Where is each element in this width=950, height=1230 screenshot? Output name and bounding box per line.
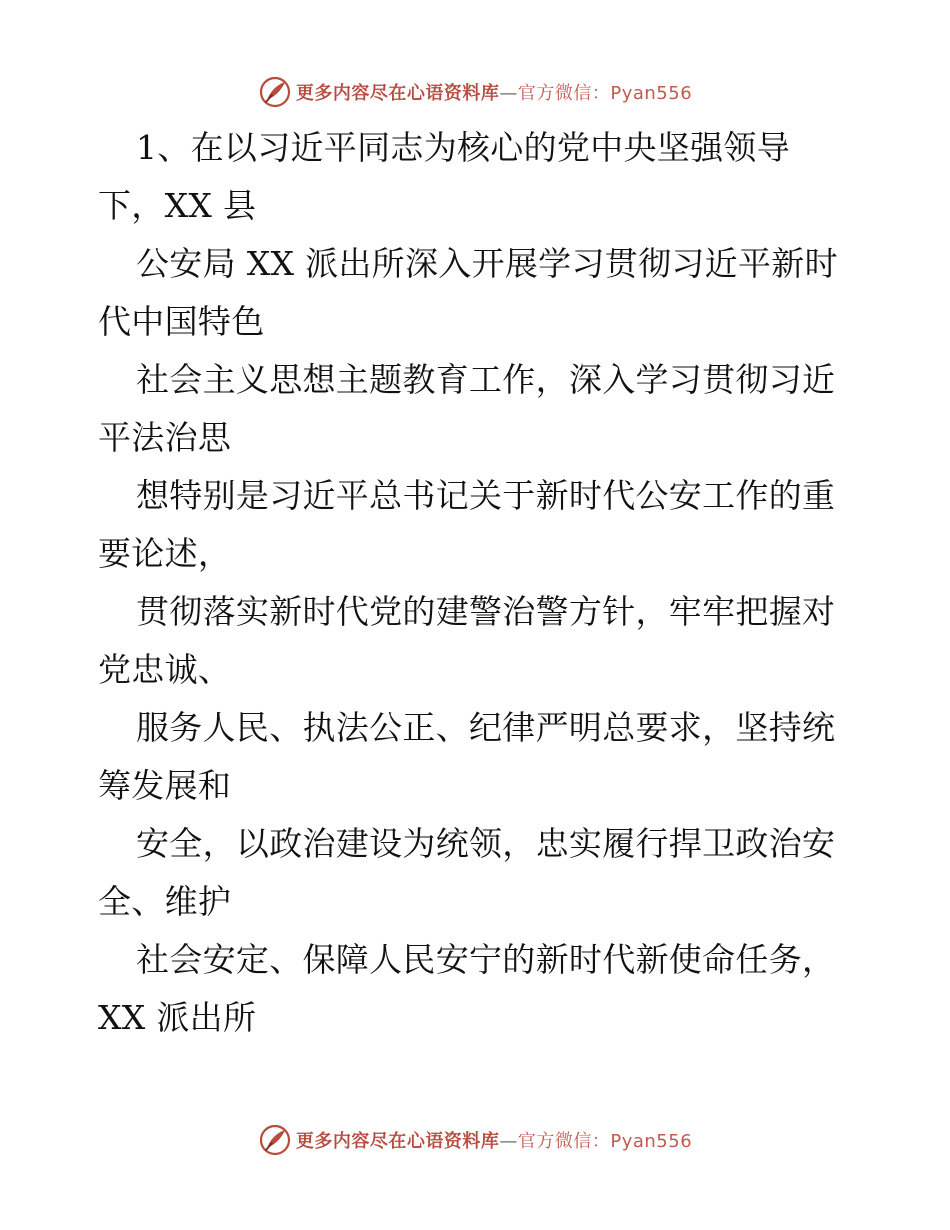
document-body	[98, 119, 858, 1047]
body-text-line: 筹发展和	[98, 766, 232, 805]
body-text-line: 安全，以政治建设为统领，忠实履行捍卫政治安	[136, 824, 836, 863]
watermark-wechat-label: 官方微信：	[517, 83, 611, 104]
watermark-text	[296, 1127, 692, 1153]
body-text-line: 贯彻落实新时代党的建警治警方针，牢牢把握对	[136, 592, 836, 631]
watermark-separator: —	[499, 83, 518, 104]
body-text-line: 要论述，	[98, 534, 232, 573]
body-text-line: 公安局 XX 派出所深入开展学习贯彻习近平新时	[136, 244, 838, 283]
footer-watermark	[0, 1120, 950, 1160]
header-watermark	[0, 72, 950, 112]
body-text-line: XX 派出所	[98, 998, 257, 1037]
watermark-wechat-id: Pyan556	[610, 83, 693, 104]
body-text-line: 下，XX 县	[98, 186, 257, 225]
body-text-line: 社会安定、保障人民安宁的新时代新使命任务，	[136, 940, 836, 979]
body-text-line: 社会主义思想主题教育工作，深入学习贯彻习近	[136, 360, 836, 399]
feather-pen-logo-icon	[258, 1123, 292, 1157]
watermark-wechat-label: 官方微信：	[517, 1131, 611, 1152]
body-text-line: 代中国特色	[98, 302, 265, 341]
feather-pen-logo-icon	[258, 75, 292, 109]
body-text-line: 平法治思	[98, 418, 232, 457]
body-text-line: 党忠诚、	[98, 650, 232, 689]
watermark-text	[296, 79, 692, 105]
body-text-line: 全、维护	[98, 882, 232, 921]
watermark-separator: —	[499, 1131, 518, 1152]
watermark-wechat-id: Pyan556	[610, 1131, 693, 1152]
watermark-brand: 更多内容尽在心语资料库	[295, 83, 500, 104]
body-text-line: 想特别是习近平总书记关于新时代公安工作的重	[136, 476, 836, 515]
body-text-line: 服务人民、执法公正、纪律严明总要求，坚持统	[136, 708, 836, 747]
watermark-brand: 更多内容尽在心语资料库	[295, 1131, 500, 1152]
body-text-line: 1、在以习近平同志为核心的党中央坚强领导	[136, 128, 790, 167]
